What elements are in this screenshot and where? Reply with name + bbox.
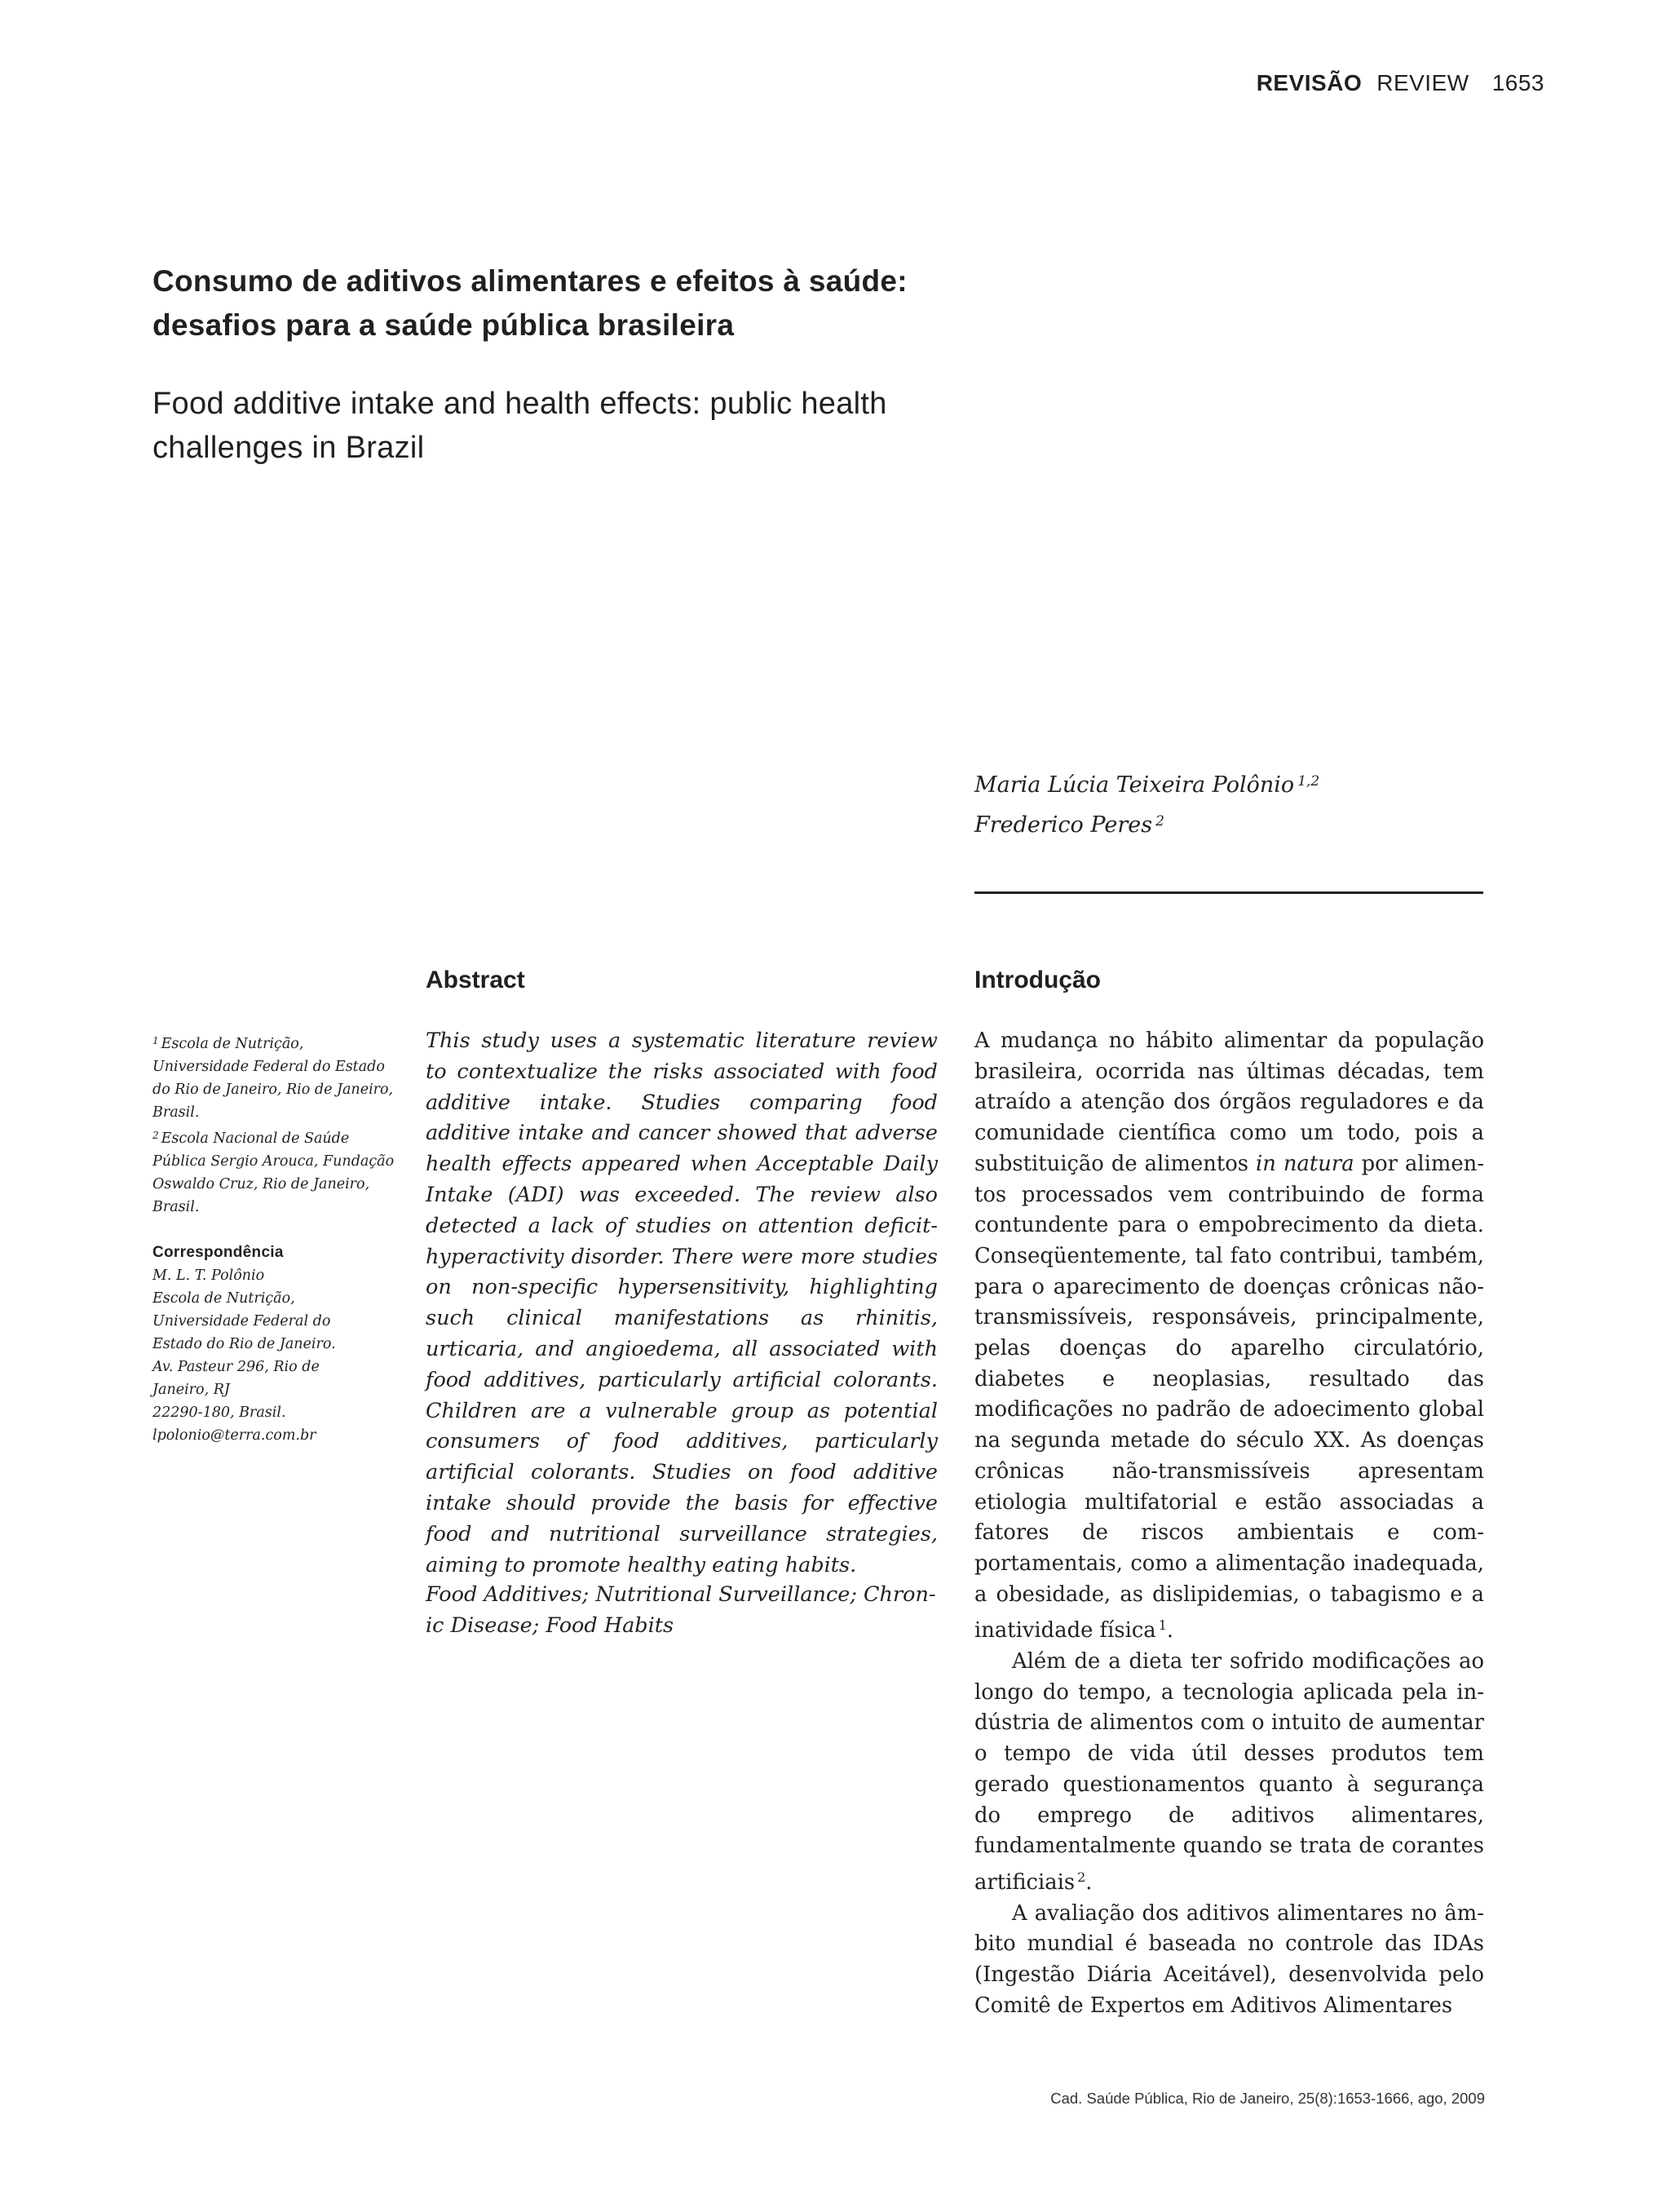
introduction-paragraph	[974, 1026, 1484, 1647]
paragraph-text: por alimentos processados vem contribuindo de forma contundente para o empobrecimento da dieta. Conseqüentemente, tal fato contribui, também, para o aparecimento de doenças crônicas não-transmissíveis, responsáveis, principalmente, pelas doenças do aparelho circulatório, diabetes e neoplasias, resultado das modificações no padrão de adoecimento global na segunda metade do século XX. As doenças crônicas não-transmissíveis apresentam etiologia multifatorial e estão associadas a fatores de riscos ambientais e comportamentais, como a alimentação inadequada, a obesidade, as dislipidemias, o tabagismo e a inatividade física	[974, 1151, 1484, 1644]
correspondence-line: Estado do Rio de Janeiro.	[152, 1336, 336, 1352]
page-number: 1653	[1491, 70, 1544, 95]
affiliation-entry	[152, 1124, 397, 1219]
article-title-english: Food additive intake and health effects: public health challenges in Brazil	[152, 387, 887, 465]
correspondence-line: Universidade Federal do	[152, 1313, 331, 1329]
paragraph-text: .	[1085, 1869, 1093, 1895]
author-affiliation-marker: 2	[1155, 813, 1164, 830]
correspondence-heading: Correspondência	[152, 1244, 284, 1261]
introduction-paragraph	[974, 1647, 1484, 1899]
abstract-text: This study uses a systematic literature review to contextualize the risks associated with food additive intake. Studies comparing food additive intake and cancer showed that adverse health effects appeared when Acceptable Daily Intake (ADI) was exceeded. The review also detected a lack of studies on attention deficit-hyperactivity disorder. There were more studies on non-specific hypersensitivity, highlighting such clinical manifestations as rhinitis, urticaria, and angioedema, all associated with food additives, particularly artificial colorants. Children are a vulnerable group as potential consumers of food additives, particularly artificial colorants. Studies on food additive intake should provide the basis for effective food and nutritional surveillance strategies, aiming to promote healthy eating habits.	[426, 1029, 938, 1577]
author-divider-rule	[974, 891, 1483, 894]
author-affiliation-marker: 1,2	[1297, 773, 1320, 790]
author-entry	[974, 803, 1496, 843]
keywords: Food Additives; Nutritional Surveillance; Chronic Disease; Food Habits	[426, 1582, 936, 1638]
reference-marker: 2	[1077, 1869, 1086, 1885]
affiliation-number: 2	[152, 1130, 159, 1141]
journal-citation-footer: Cad. Saúde Pública, Rio de Janeiro, 25(8):1653-1666, ago, 2009	[1050, 2090, 1485, 2107]
correspondence-email: lpolonio@terra.com.br	[152, 1427, 316, 1444]
author-list	[974, 763, 1496, 843]
affiliation-text: Escola de Nutrição, Universidade Federal do Estado do Rio de Janeiro, Rio de Janeiro, Brasil.	[152, 1036, 394, 1121]
affiliation-text: Escola Nacional de Saúde Pública Sergio Arouca, Fundação Oswaldo Cruz, Rio de Janeiro, Brasil.	[152, 1130, 395, 1215]
paragraph-text: Além de a dieta ter sofrido modificações ao longo do tempo, a tecnologia aplicada pela indústria de alimentos com o intuito de aumentar o tempo de vida útil desses produtos tem gerado questionamentos quanto à segurança do emprego de aditivos alimentares, fundamentalmente quando se trata de corantes artificiais	[974, 1649, 1484, 1895]
section-label-pt: REVISÃO	[1256, 70, 1363, 95]
introduction-heading: Introdução	[974, 967, 1101, 993]
author-name: Frederico Peres	[974, 812, 1153, 838]
affiliations-sidebar	[152, 1029, 397, 1447]
author-entry	[974, 763, 1496, 803]
running-header	[1257, 70, 1544, 96]
introduction-paragraph	[974, 1899, 1484, 2022]
correspondence-line: Escola de Nutrição,	[152, 1290, 295, 1307]
correspondence-line: M. L. T. Polônio	[152, 1267, 265, 1284]
correspondence-line: 22290-180, Brasil.	[152, 1405, 286, 1421]
paragraph-text: A mudança no hábito alimentar da população brasileira, ocorrida nas últimas décadas, tem atraído a atenção dos órgãos reguladores e da comunidade científica como um todo, pois a substituição de alimentos	[974, 1029, 1484, 1176]
emphasis-text: in natura	[1256, 1151, 1354, 1176]
affiliation-entry	[152, 1029, 397, 1124]
introduction-body	[974, 1026, 1484, 2022]
paragraph-text: A avaliação dos aditivos alimentares no âmbito mundial é baseada no controle das IDAs (Ingestão Diária Aceitável), desenvolvida pelo Comitê de Expertos em Aditivos Alimentares	[974, 1900, 1484, 2018]
reference-marker: 1	[1158, 1617, 1167, 1634]
affiliation-number: 1	[152, 1035, 159, 1046]
author-name: Maria Lúcia Teixeira Polônio	[974, 772, 1295, 798]
abstract-heading: Abstract	[426, 967, 525, 993]
correspondence-line: Janeiro, RJ	[152, 1382, 230, 1398]
correspondence-line: Av. Pasteur 296, Rio de	[152, 1359, 320, 1375]
article-title-portuguese: Consumo de aditivos alimentares e efeitos à saúde: desafios para a saúde pública brasileira	[152, 264, 908, 342]
section-label-en: REVIEW	[1376, 70, 1469, 95]
paragraph-text: .	[1166, 1618, 1174, 1644]
